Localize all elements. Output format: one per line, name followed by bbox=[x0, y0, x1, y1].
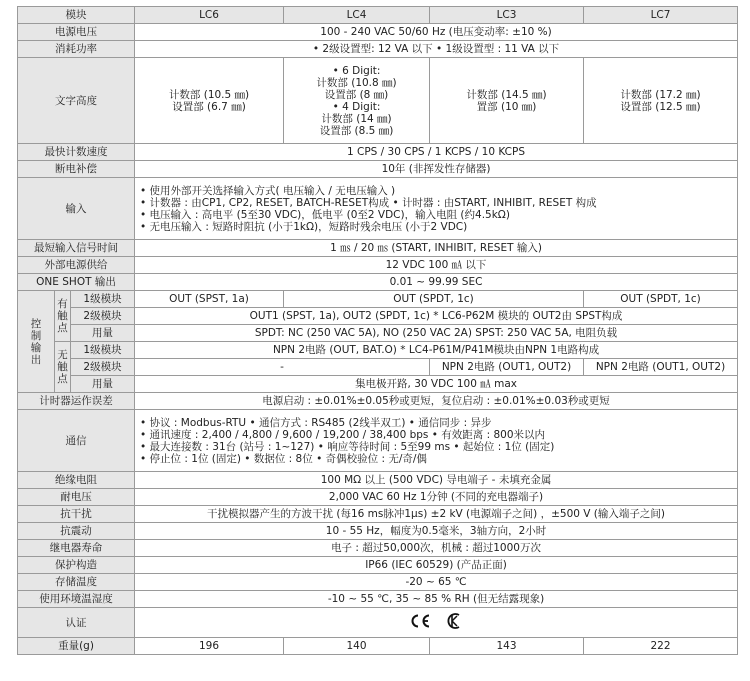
contact-3-value: SPDT: NC (250 VAC 5A), NO (250 VAC 2A) SPST: 250 VAC 5A, 电阻负载 bbox=[135, 325, 738, 342]
char-height-lc4-line: 计数部 (10.8 ㎜) bbox=[316, 76, 397, 89]
cert-value bbox=[135, 608, 738, 638]
timer-error-value: 电源启动 : ±0.01%±0.05秒或更短，复位启动 : ±0.01%±0.03秒或更短 bbox=[135, 393, 738, 410]
vibration-value: 10 - 55 Hz，幅度为0.5毫米，3轴方向，2小时 bbox=[135, 523, 738, 540]
insulation-row bbox=[18, 472, 738, 489]
relay-life-label: 继电器寿命 bbox=[18, 540, 135, 557]
power-fail-value: 10年 (非挥发性存储器) bbox=[135, 161, 738, 178]
noise-row bbox=[18, 506, 738, 523]
control-contactless-2-row bbox=[18, 359, 738, 376]
header-label: 模块 bbox=[18, 7, 135, 24]
contact-1-lc4-lc3: OUT (SPDT, 1c) bbox=[284, 291, 584, 308]
char-height-lc4-line: 设置部 (8 ㎜) bbox=[324, 88, 389, 101]
min-signal-value: 1 ㎳ / 20 ㎳ (START, INHIBIT, RESET 输入) bbox=[135, 240, 738, 257]
contact-3-label: 用量 bbox=[71, 325, 135, 342]
comm-line: • 通讯速度 : 2,400 / 4,800 / 9,600 / 19,200 / 38,400 bps • 有效距离 : 800米以内 bbox=[140, 428, 546, 441]
weight-lc6: 196 bbox=[135, 638, 284, 655]
ambient-value: -10 ~ 55 ℃, 35 ~ 85 % RH (但无结露现象) bbox=[135, 591, 738, 608]
power-fail-row bbox=[18, 161, 738, 178]
min-signal-row bbox=[18, 240, 738, 257]
vibration-label: 抗震动 bbox=[18, 523, 135, 540]
contactless-2-lc7: NPN 2电路 (OUT1, OUT2) bbox=[584, 359, 738, 376]
input-line: • 计数器 : 由CP1, CP2, RESET, BATCH-RESET构成 • 计时器 : 由START, INHIBIT, RESET 构成 bbox=[140, 196, 597, 209]
max-speed-label: 最快计数速度 bbox=[18, 144, 135, 161]
control-contact-2-row bbox=[18, 308, 738, 325]
contactless-1-value: NPN 2电路 (OUT, BAT.O) * LC4-P61M/P41M模块由NPN 1电路构成 bbox=[135, 342, 738, 359]
header-lc7: LC7 bbox=[584, 7, 738, 24]
ext-supply-label: 外部电源供给 bbox=[18, 257, 135, 274]
weight-lc7: 222 bbox=[584, 638, 738, 655]
cert-label: 认证 bbox=[18, 608, 135, 638]
char-height-lc3-line: 计数部 (14.5 ㎜) bbox=[466, 88, 547, 101]
power-consumption-value: • 2级设置型: 12 VA 以下 • 1级设置型 : 11 VA 以下 bbox=[135, 41, 738, 58]
input-label: 输入 bbox=[18, 178, 135, 240]
char-height-lc6-line: 计数部 (10.5 ㎜) bbox=[168, 88, 250, 101]
header-lc4: LC4 bbox=[284, 7, 430, 24]
input-row bbox=[18, 178, 738, 240]
weight-label: 重量(g) bbox=[18, 638, 135, 655]
char-height-label: 文字高度 bbox=[18, 58, 135, 144]
one-shot-value: 0.01 ~ 99.99 SEC bbox=[135, 274, 738, 291]
input-line: • 使用外部开关选择输入方式( 电压输入 / 无电压输入 ) bbox=[140, 184, 396, 197]
comm-row bbox=[18, 410, 738, 472]
ext-supply-value: 12 VDC 100 ㎃ 以下 bbox=[135, 257, 738, 274]
control-contactless-3-row bbox=[18, 376, 738, 393]
contactless-3-value: 集电极开路, 30 VDC 100 ㎃ max bbox=[135, 376, 738, 393]
char-height-lc3-line: 置部 (10 ㎜) bbox=[476, 100, 537, 113]
max-speed-row bbox=[18, 144, 738, 161]
cert-row bbox=[18, 608, 738, 638]
contactless-1-label: 1级模块 bbox=[71, 342, 135, 359]
char-height-lc3 bbox=[430, 58, 584, 144]
comm-line: • 最大连接数 : 31台 (站号 : 1~127) • 响应等待时间 : 5至99 ms • 起始位 : 1位 (固定) bbox=[140, 440, 555, 453]
contact-label: 有触点 bbox=[55, 291, 71, 342]
control-contact-3-row bbox=[18, 325, 738, 342]
dielectric-label: 耐电压 bbox=[18, 489, 135, 506]
ext-supply-row bbox=[18, 257, 738, 274]
weight-lc4: 140 bbox=[284, 638, 430, 655]
contactless-2-lc3: NPN 2电路 (OUT1, OUT2) bbox=[430, 359, 584, 376]
min-signal-label: 最短输入信号时间 bbox=[18, 240, 135, 257]
input-line: • 无电压输入 : 短路时阻抗 (小于1kΩ)，短路时残余电压 (小于2 VDC) bbox=[140, 220, 468, 233]
protection-row bbox=[18, 557, 738, 574]
ambient-row bbox=[18, 591, 738, 608]
control-contactless-1-row bbox=[18, 342, 738, 359]
spec-table bbox=[17, 6, 738, 655]
input-value bbox=[135, 178, 738, 240]
insulation-value: 100 MΩ 以上 (500 VDC) 导电端子 - 未填充金属 bbox=[135, 472, 738, 489]
contactless-label: 无触点 bbox=[55, 342, 71, 393]
char-height-lc4-line: 设置部 (8.5 ㎜) bbox=[319, 124, 394, 137]
char-height-lc4-line: 计数部 (14 ㎜) bbox=[321, 112, 392, 125]
ambient-label: 使用环境温湿度 bbox=[18, 591, 135, 608]
char-height-lc7-line: 计数部 (17.2 ㎜) bbox=[620, 88, 701, 101]
comm-value bbox=[135, 410, 738, 472]
char-height-lc7 bbox=[584, 58, 738, 144]
power-voltage-label: 电源电压 bbox=[18, 24, 135, 41]
noise-value: 干扰模拟器产生的方波干扰 (每16 ms脉冲1µs) ±2 kV (电源端子之间) ，±500 V (输入端子之间) bbox=[135, 506, 738, 523]
one-shot-label: ONE SHOT 输出 bbox=[18, 274, 135, 291]
noise-label: 抗干扰 bbox=[18, 506, 135, 523]
power-voltage-row bbox=[18, 24, 738, 41]
char-height-row bbox=[18, 58, 738, 144]
one-shot-row bbox=[18, 274, 738, 291]
ce-mark-icon bbox=[409, 613, 431, 632]
char-height-lc7-line: 设置部 (12.5 ㎜) bbox=[620, 100, 701, 113]
char-height-lc6 bbox=[135, 58, 284, 144]
char-height-lc4-line: • 6 Digit: bbox=[332, 64, 381, 77]
vibration-row bbox=[18, 523, 738, 540]
power-consumption-label: 消耗功率 bbox=[18, 41, 135, 58]
contact-2-value: OUT1 (SPST, 1a), OUT2 (SPDT, 1c) * LC6-P62M 模块的 OUT2由 SPST构成 bbox=[135, 308, 738, 325]
dielectric-value: 2,000 VAC 60 Hz 1分钟 (不同的充电器端子) bbox=[135, 489, 738, 506]
char-height-lc4-line: • 4 Digit: bbox=[332, 100, 381, 113]
max-speed-value: 1 CPS / 30 CPS / 1 KCPS / 10 KCPS bbox=[135, 144, 738, 161]
control-output-label: 控制输出 bbox=[18, 291, 55, 393]
timer-error-row bbox=[18, 393, 738, 410]
contact-1-lc7: OUT (SPDT, 1c) bbox=[584, 291, 738, 308]
kc-mark-icon bbox=[447, 612, 463, 633]
char-height-lc4 bbox=[284, 58, 430, 144]
input-line: • 电压输入 : 高电平 (5至30 VDC)，低电平 (0至2 VDC)，输入电阻 (约4.5kΩ) bbox=[140, 208, 510, 221]
relay-life-value: 电子 : 超过50,000次，机械 : 超过1000万次 bbox=[135, 540, 738, 557]
weight-row bbox=[18, 638, 738, 655]
char-height-lc6-line: 设置部 (6.7 ㎜) bbox=[172, 100, 246, 113]
storage-temp-label: 存储温度 bbox=[18, 574, 135, 591]
comm-line: • 协议 : Modbus-RTU • 通信方式 : RS485 (2线半双工) • 通信同步 : 异步 bbox=[140, 416, 492, 429]
power-consumption-row bbox=[18, 41, 738, 58]
header-lc3: LC3 bbox=[430, 7, 584, 24]
contact-1-lc6: OUT (SPST, 1a) bbox=[135, 291, 284, 308]
timer-error-label: 计时器运作误差 bbox=[18, 393, 135, 410]
header-lc6: LC6 bbox=[135, 7, 284, 24]
contact-1-label: 1级模块 bbox=[71, 291, 135, 308]
weight-lc3: 143 bbox=[430, 638, 584, 655]
power-voltage-value: 100 - 240 VAC 50/60 Hz (电压变动率: ±10 %) bbox=[135, 24, 738, 41]
storage-temp-row bbox=[18, 574, 738, 591]
header-row bbox=[18, 7, 738, 24]
contactless-2-label: 2级模块 bbox=[71, 359, 135, 376]
contactless-2-lc6-lc4: - bbox=[135, 359, 430, 376]
protection-label: 保护构造 bbox=[18, 557, 135, 574]
control-contact-1-row bbox=[18, 291, 738, 308]
protection-value: IP66 (IEC 60529) (产品正面) bbox=[135, 557, 738, 574]
contact-2-label: 2级模块 bbox=[71, 308, 135, 325]
dielectric-row bbox=[18, 489, 738, 506]
relay-life-row bbox=[18, 540, 738, 557]
comm-label: 通信 bbox=[18, 410, 135, 472]
insulation-label: 绝缘电阻 bbox=[18, 472, 135, 489]
comm-line: • 停止位 : 1位 (固定) • 数据位 : 8位 • 奇偶校验位 : 无/奇/偶 bbox=[140, 452, 427, 465]
storage-temp-value: -20 ~ 65 ℃ bbox=[135, 574, 738, 591]
contactless-3-label: 用量 bbox=[71, 376, 135, 393]
power-fail-label: 断电补偿 bbox=[18, 161, 135, 178]
